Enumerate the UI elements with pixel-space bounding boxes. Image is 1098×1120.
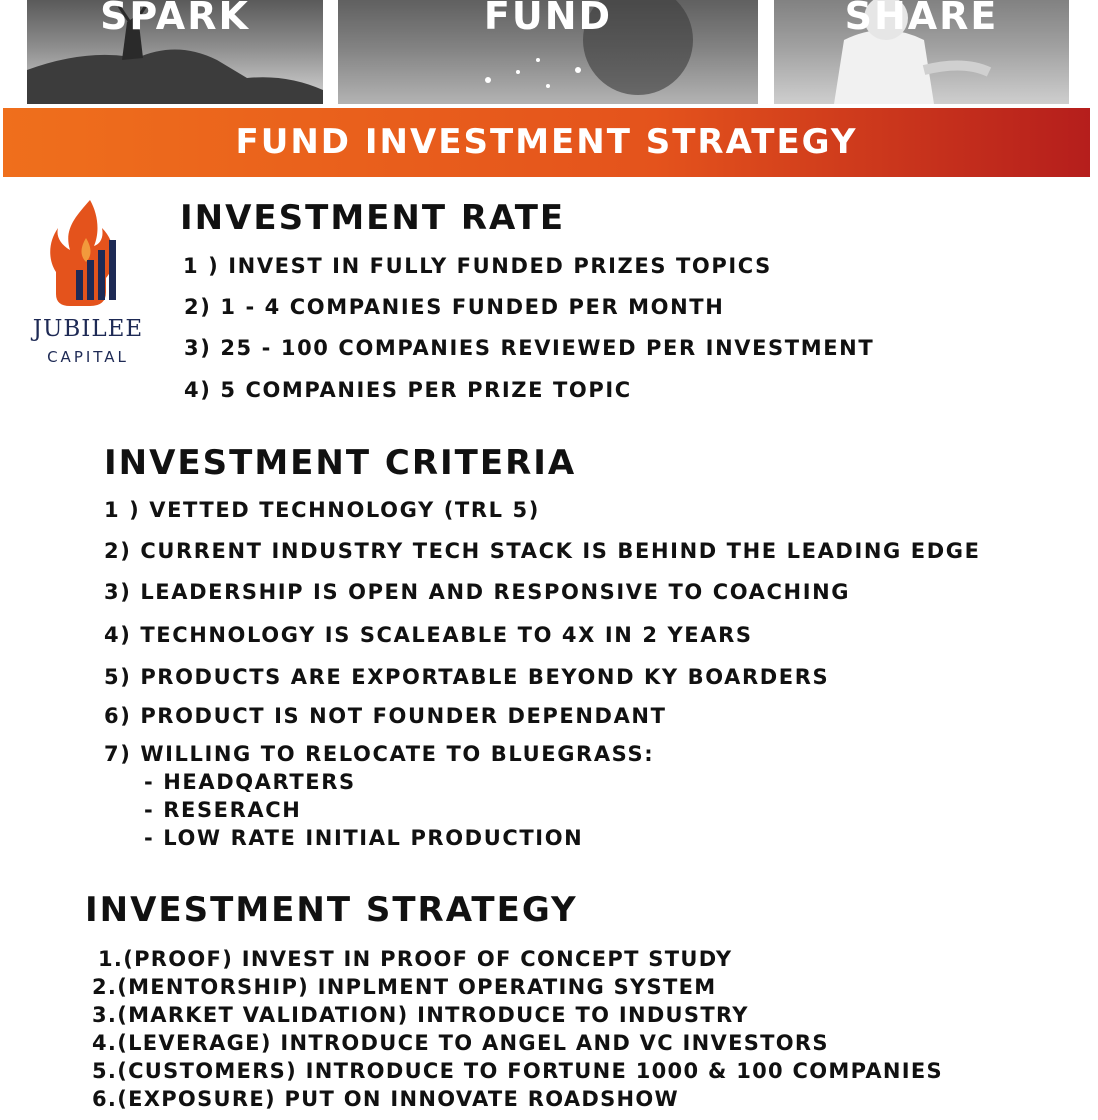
- rate-item-2: 2) 1 - 4 COMPANIES FUNDED PER MONTH: [184, 295, 725, 319]
- strategy-item-1: 1.(PROOF) INVEST IN PROOF OF CONCEPT STUDY: [98, 947, 733, 971]
- logo-subtitle: CAPITAL: [47, 348, 129, 366]
- hero-label-spark: SPARK: [100, 0, 250, 38]
- criteria-item-5: 5) PRODUCTS ARE EXPORTABLE BEYOND KY BOARDERS: [104, 665, 830, 689]
- criteria-item-1: 1 ) VETTED TECHNOLOGY (TRL 5): [104, 498, 540, 522]
- criteria-item-2: 2) CURRENT INDUSTRY TECH STACK IS BEHIND THE LEADING EDGE: [104, 539, 981, 563]
- rate-item-1: 1 ) INVEST IN FULLY FUNDED PRIZES TOPICS: [183, 254, 772, 278]
- investment-criteria-heading: INVESTMENT CRITERIA: [104, 443, 577, 483]
- strategy-item-5: 5.(CUSTOMERS) INTRODUCE TO FORTUNE 1000 & 100 COMPANIES: [92, 1059, 943, 1083]
- criteria-item-3: 3) LEADERSHIP IS OPEN AND RESPONSIVE TO COACHING: [104, 580, 851, 604]
- criteria-subitem-1: - HEADQARTERS: [144, 770, 356, 794]
- criteria-item-6: 6) PRODUCT IS NOT FOUNDER DEPENDANT: [104, 704, 667, 728]
- investment-rate-heading: INVESTMENT RATE: [180, 198, 566, 238]
- hero-image-share: [774, 0, 1069, 104]
- flame-chart-icon: [46, 198, 130, 310]
- jubilee-capital-logo: [18, 198, 158, 374]
- strategy-item-3: 3.(MARKET VALIDATION) INTRODUCE TO INDUSTRY: [92, 1003, 749, 1027]
- rate-item-3: 3) 25 - 100 COMPANIES REVIEWED PER INVESTMENT: [184, 336, 875, 360]
- hero-label-fund: FUND: [483, 0, 613, 38]
- criteria-item-4: 4) TECHNOLOGY IS SCALEABLE TO 4X IN 2 YEARS: [104, 623, 753, 647]
- hero-label-share: SHARE: [844, 0, 999, 38]
- banner-title: FUND INVESTMENT STRATEGY: [235, 122, 858, 162]
- rate-item-4: 4) 5 COMPANIES PER PRIZE TOPIC: [184, 378, 632, 402]
- strategy-item-4: 4.(LEVERAGE) INTRODUCE TO ANGEL AND VC INVESTORS: [92, 1031, 829, 1055]
- criteria-item-7: 7) WILLING TO RELOCATE TO BLUEGRASS:: [104, 742, 655, 766]
- hero-image-fund: [338, 0, 758, 104]
- hero-image-spark: [27, 0, 323, 104]
- strategy-item-6: 6.(EXPOSURE) PUT ON INNOVATE ROADSHOW: [92, 1087, 680, 1111]
- title-banner: [3, 108, 1090, 177]
- criteria-subitem-2: - RESERACH: [144, 798, 302, 822]
- criteria-subitem-3: - LOW RATE INITIAL PRODUCTION: [144, 826, 584, 850]
- logo-name: JUBILEE: [32, 316, 144, 342]
- strategy-item-2: 2.(MENTORSHIP) INPLMENT OPERATING SYSTEM: [92, 975, 717, 999]
- investment-strategy-heading: INVESTMENT STRATEGY: [85, 890, 578, 930]
